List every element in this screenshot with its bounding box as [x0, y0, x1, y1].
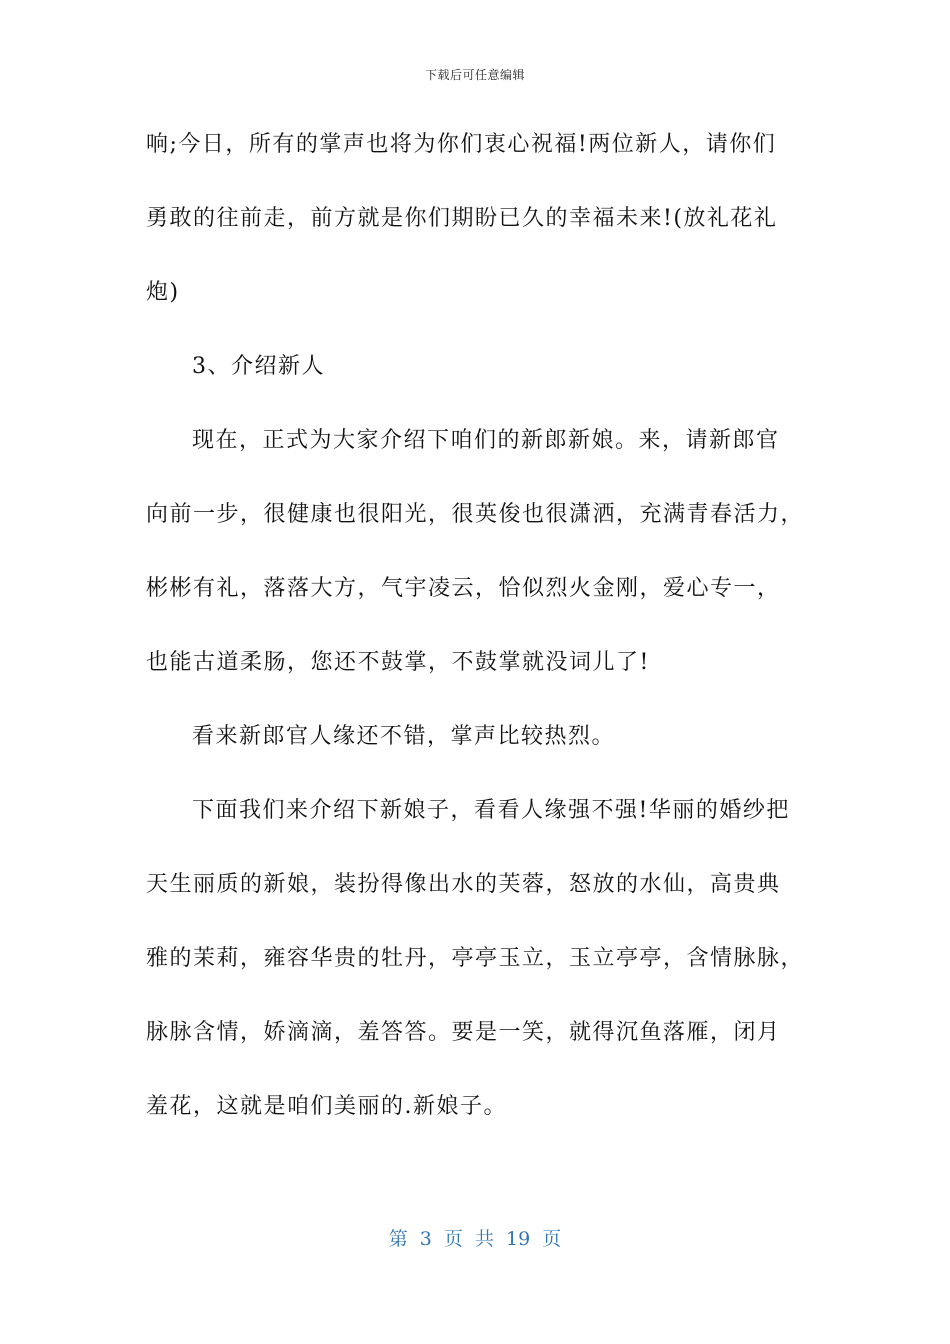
- text-line: 炮): [146, 280, 180, 305]
- text-line: 天生丽质的新娘，装扮得像出水的芙蓉，怒放的水仙，高贵典: [146, 872, 781, 897]
- page-number: 第 3 页 共 19 页: [388, 1228, 562, 1250]
- text-line: 勇敢的往前走，前方就是你们期盼已久的幸福未来!(放礼花礼: [146, 206, 778, 231]
- page-header-note: 下载后可任意编辑: [424, 68, 525, 82]
- text-line: 现在，正式为大家介绍下咱们的新郎新娘。来，请新郎官: [192, 428, 780, 453]
- text-line: 响;今日，所有的掌声也将为你们衷心祝福!两位新人，请你们: [146, 132, 777, 157]
- text-line: 向前一步，很健康也很阳光，很英俊也很潇洒，充满青春活力，: [146, 502, 805, 527]
- text-line: 也能古道柔肠，您还不鼓掌，不鼓掌就没词儿了!: [146, 650, 650, 675]
- text-line: 雅的茉莉，雍容华贵的牡丹，亭亭玉立，玉立亭亭，含情脉脉，: [146, 946, 805, 971]
- text-line: 彬彬有礼，落落大方，气宇凌云，恰似烈火金刚，爱心专一，: [146, 576, 781, 601]
- text-line: 看来新郎官人缘还不错，掌声比较热烈。: [192, 724, 616, 749]
- text-line: 下面我们来介绍下新娘子，看看人缘强不强!华丽的婚纱把: [192, 798, 790, 823]
- document-body: [146, 118, 812, 1154]
- text-line: 脉脉含情，娇滴滴，羞答答。要是一笑，就得沉鱼落雁，闭月: [146, 1020, 781, 1045]
- section-heading: 3、介绍新人: [192, 354, 325, 379]
- text-line: 羞花，这就是咱们美丽的.新娘子。: [146, 1094, 507, 1119]
